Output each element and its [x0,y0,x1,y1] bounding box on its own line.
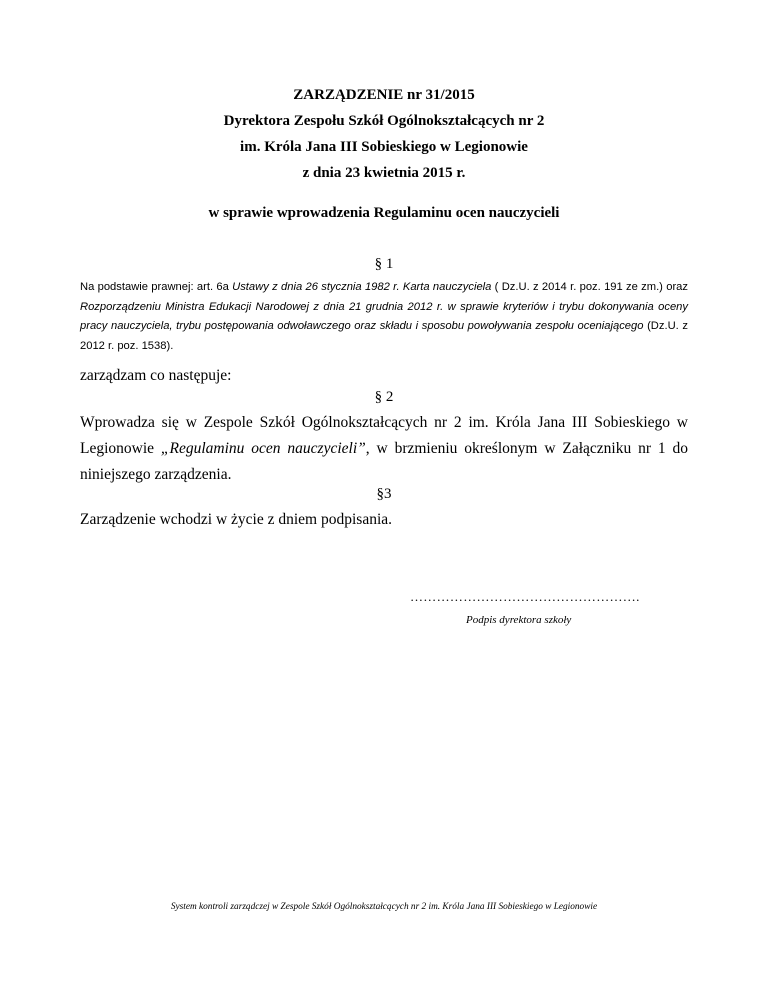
section-3-sign: §3 [376,486,392,502]
legal-basis-act-2: Rozporządzeniu Ministra Edukacji Narodowej z dnia 21 grudnia 2012 r. w sprawie kryteriów i trybu dokonywania oceny pracy nauczyciela, trybu postępowania odwoławczego oraz składu i sposobu powoływania zespołu oceniającego [80,300,688,332]
page-footer: System kontroli zarządczej w Zespole Szkół Ogólnokształcących nr 2 im. Króla Jana III Sobieskiego w Legionowie [170,902,598,912]
section-2-text [80,410,688,488]
legal-basis-paragraph [80,278,688,356]
school-name-line: im. Króla Jana III Sobieskiego w Legionowie [240,139,528,155]
date-line: z dnia 23 kwietnia 2015 r. [302,165,466,181]
section-2-sign: § 2 [374,389,394,405]
signature-line: ……………………………………………. [410,589,640,604]
document-header [0,82,768,186]
signature-label: Podpis dyrektora szkoły [466,614,572,626]
decree-intro: zarządzam co następuje: [80,367,232,384]
legal-basis-prefix: Na podstawie prawnej: art. 6a [80,281,233,293]
issuer-line: Dyrektora Zespołu Szkół Ogólnokształcących nr 2 [223,113,545,129]
section-2-text-suffix: , w brzmieniu określonym w Załączniku nr 1 do niniejszego zarządzenia. [80,440,688,483]
section-3-text: Zarządzenie wchodzi w życie z dniem podpisania. [80,511,393,528]
legal-basis-act-1: Ustawy z dnia 26 stycznia 1982 r. Karta nauczyciela [232,281,492,293]
document-subject: w sprawie wprowadzenia Regulaminu ocen nauczycieli [208,205,560,221]
section-1-sign: § 1 [374,256,394,272]
legal-basis-mid: ( Dz.U. z 2014 r. poz. 191 ze zm.) oraz [491,281,688,293]
document-title: ZARZĄDZENIE nr 31/2015 [293,87,475,103]
legal-basis-suffix: (Dz.U. z 2012 r. poz. 1538). [80,320,688,352]
section-2-text-prefix: Wprowadza się w Zespole Szkół Ogólnokształcących nr 2 im. Króla Jana III Sobieskiego w Legionowie [80,414,688,457]
regulation-title: „Regulaminu ocen nauczycieli” [160,440,366,457]
